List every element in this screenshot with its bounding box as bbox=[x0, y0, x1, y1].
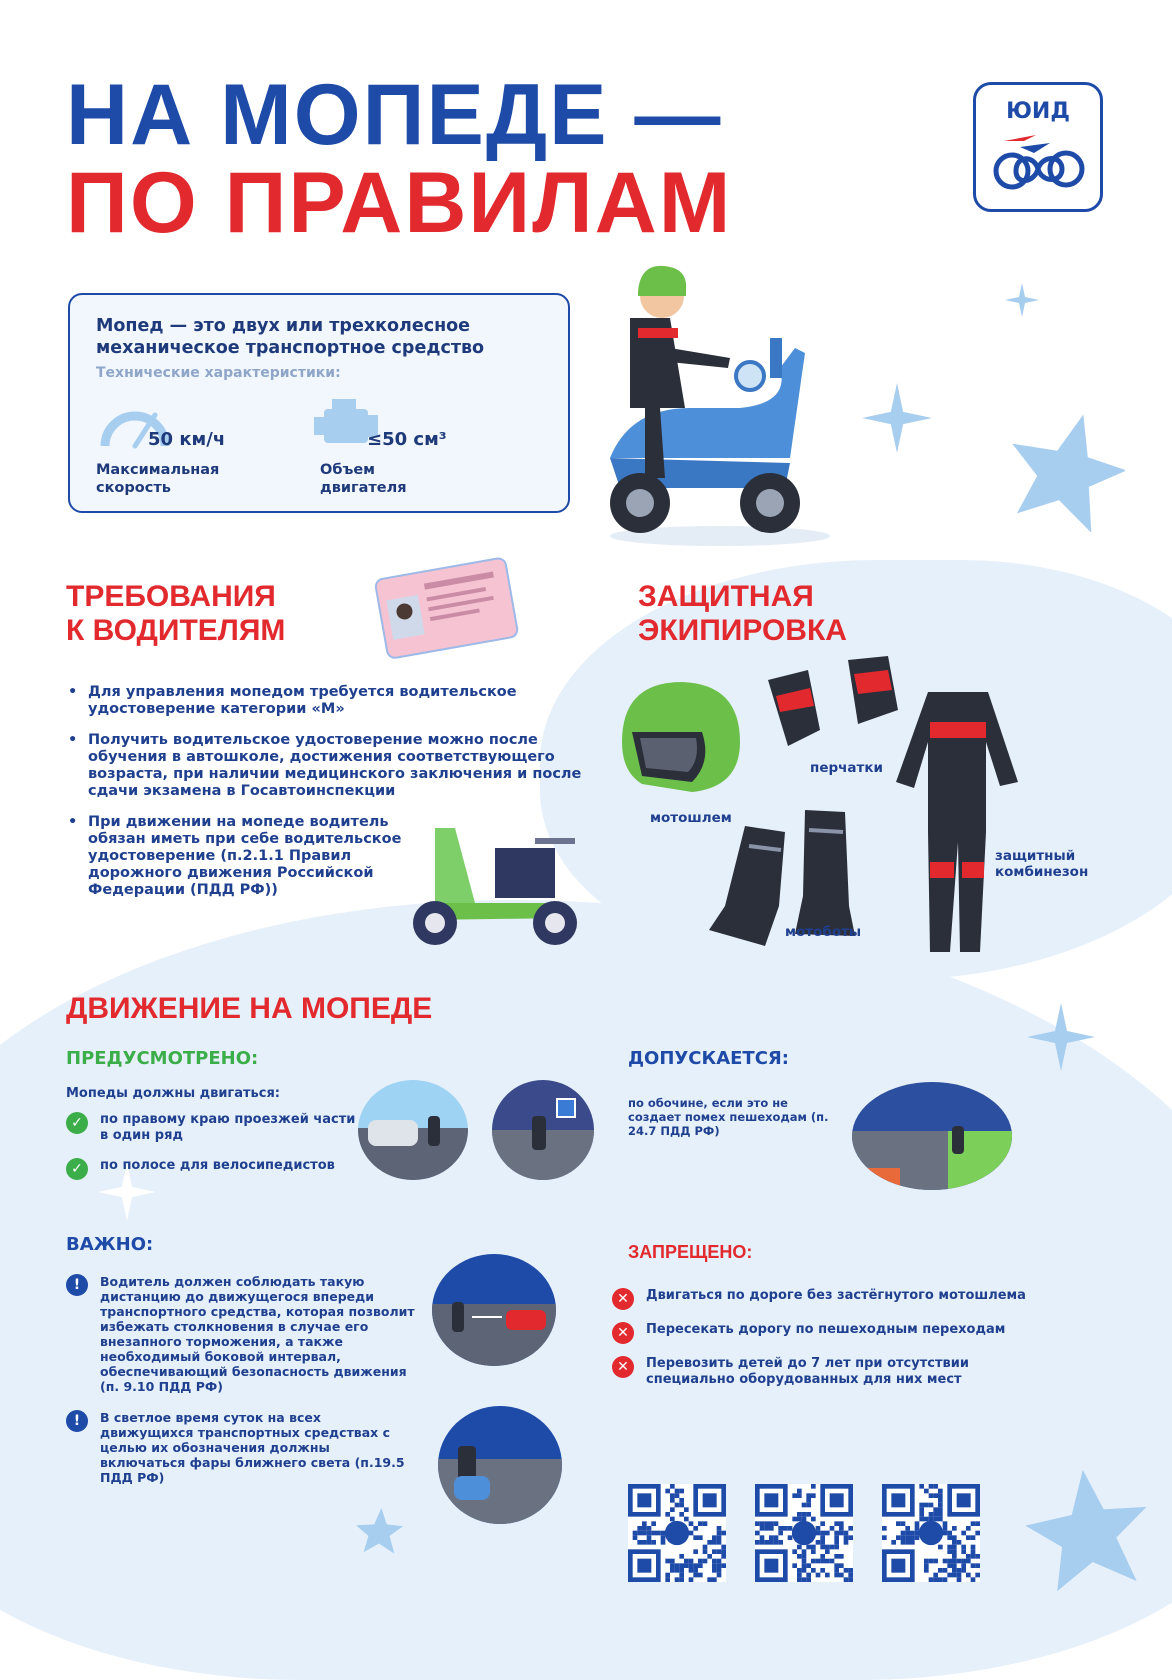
headlights-scene bbox=[438, 1406, 562, 1524]
important-title: ВАЖНО: bbox=[66, 1234, 154, 1255]
boots-label: мотоботы bbox=[785, 924, 862, 940]
movement-title: ДВИЖЕНИЕ НА МОПЕДЕ bbox=[66, 992, 433, 1025]
cross-icon: ✕ bbox=[612, 1322, 634, 1344]
provided-item: ✓ по полосе для велосипедистов bbox=[66, 1158, 356, 1180]
equipment-title-line1: ЗАЩИТНАЯ bbox=[638, 580, 814, 613]
definition-subtitle: Технические характеристики: bbox=[96, 365, 341, 381]
bike-lane-scene bbox=[492, 1080, 594, 1180]
title-line2: ПО ПРАВИЛАМ bbox=[66, 155, 733, 251]
forbidden-item: ✕ Перевозить детей до 7 лет при отсутствии специально оборудованных для них мест bbox=[612, 1356, 1062, 1388]
provided-intro: Мопеды должны двигаться: bbox=[66, 1086, 281, 1101]
yuid-infinity-icon bbox=[990, 133, 1086, 193]
moped-illustration bbox=[405, 808, 585, 948]
suit-label-line2: комбинезон bbox=[995, 864, 1089, 880]
check-icon: ✓ bbox=[66, 1158, 88, 1180]
logo-text: ЮИД bbox=[1006, 99, 1070, 124]
definition-title-line2: механическое транспортное средство bbox=[96, 338, 485, 358]
check-icon: ✓ bbox=[66, 1112, 88, 1134]
exclamation-icon: ! bbox=[66, 1274, 88, 1296]
cross-icon: ✕ bbox=[612, 1356, 634, 1378]
yuid-logo bbox=[973, 82, 1103, 212]
important-list bbox=[66, 1274, 416, 1499]
provided-title: ПРЕДУСМОТРЕНО: bbox=[66, 1048, 259, 1069]
provided-item: ✓ по правому краю проезжей части в один ряд bbox=[66, 1112, 356, 1144]
exclamation-icon: ! bbox=[66, 1410, 88, 1432]
equipment-title-line2: ЭКИПИРОВКА bbox=[638, 614, 847, 647]
requirements-title-line2: К ВОДИТЕЛЯМ bbox=[66, 614, 286, 647]
suit-label bbox=[995, 848, 1088, 880]
speed-value: 50 км/ч bbox=[148, 429, 226, 450]
forbidden-list bbox=[612, 1288, 1062, 1402]
speed-label-line2: скорость bbox=[96, 480, 171, 496]
engine-label-line2: двигателя bbox=[320, 480, 407, 496]
suit-label-line1: защитный bbox=[995, 848, 1076, 864]
helmet-label: мотошлем bbox=[650, 810, 732, 826]
qr-code-telegram[interactable] bbox=[755, 1484, 853, 1582]
qr-code-vk[interactable] bbox=[628, 1484, 726, 1582]
driver-license-illustration bbox=[372, 550, 522, 660]
rider-on-scooter-illustration bbox=[590, 258, 830, 548]
gloves-label: перчатки bbox=[810, 760, 883, 776]
moped-definition-box bbox=[68, 293, 570, 513]
telegram-icon bbox=[792, 1521, 816, 1545]
forbidden-item: ✕ Пересекать дорогу по пешеходным переходам bbox=[612, 1322, 1062, 1344]
helmet-icon bbox=[612, 672, 747, 802]
forbidden-item: ✕ Двигаться по дороге без застёгнутого мотошлема bbox=[612, 1288, 1062, 1310]
star-icon bbox=[355, 1508, 403, 1556]
road-shoulder-scene bbox=[852, 1082, 1012, 1190]
cross-icon: ✕ bbox=[612, 1288, 634, 1310]
important-item: ! В светлое время суток на всех движущихся транспортных средствах с целью их обозначения должны включаться фары ближнего света (п.19.5 ПДД РФ) bbox=[66, 1410, 416, 1485]
distance-scene bbox=[432, 1254, 556, 1366]
requirements-title-line1: ТРЕБОВАНИЯ bbox=[66, 580, 276, 613]
star-icon bbox=[1027, 1003, 1095, 1071]
allowed-title: ДОПУСКАЕТСЯ: bbox=[628, 1048, 789, 1069]
gloves-icon bbox=[758, 650, 908, 760]
star-icon bbox=[1005, 283, 1039, 317]
important-item: ! Водитель должен соблюдать такую дистанцию до движущегося впереди транспортного средства, которая позволит избежать столкновения в случае его внезапного торможения, а также необходимый боковой интервал, обеспечивающий безопасность движения (п. 9.10 ПДД РФ) bbox=[66, 1274, 416, 1394]
speed-label-line1: Максимальная bbox=[96, 462, 220, 478]
requirement-item: • При движении на мопеде водитель обязан иметь при себе водительское удостоверение (п.2.1.1 Правил дорожного движения Российской Федерации (ПДД РФ)) bbox=[68, 814, 418, 899]
star-icon bbox=[1005, 412, 1125, 532]
title-line1: НА МОПЕДЕ — bbox=[66, 67, 723, 163]
engine-label-line1: Объем bbox=[320, 462, 376, 478]
provided-list bbox=[66, 1112, 356, 1194]
star-icon bbox=[1025, 1470, 1150, 1595]
definition-title-line1: Мопед — это двух или трехколесное bbox=[96, 316, 471, 336]
engine-value: ≤50 см³ bbox=[367, 429, 447, 450]
forbidden-title: ЗАПРЕЩЕНО: bbox=[628, 1242, 753, 1262]
requirement-item: • Для управления мопедом требуется водительское удостоверение категории «М» bbox=[68, 684, 598, 718]
road-lane-scene bbox=[358, 1080, 468, 1180]
star-icon bbox=[862, 383, 932, 453]
yuid-logo-icon bbox=[919, 1521, 943, 1545]
qr-code-yuid[interactable] bbox=[882, 1484, 980, 1582]
vk-icon bbox=[665, 1521, 689, 1545]
allowed-text: по обочине, если это не создает помех пешеходам (п. 24.7 ПДД РФ) bbox=[628, 1096, 829, 1138]
requirement-item: • Получить водительское удостоверение можно после обучения в автошколе, достижения соответствующего возраста, при наличии медицинского заключения и после сдачи экзамена в Госавтоинспекции bbox=[68, 732, 598, 800]
protective-suit-icon bbox=[888, 682, 1028, 962]
